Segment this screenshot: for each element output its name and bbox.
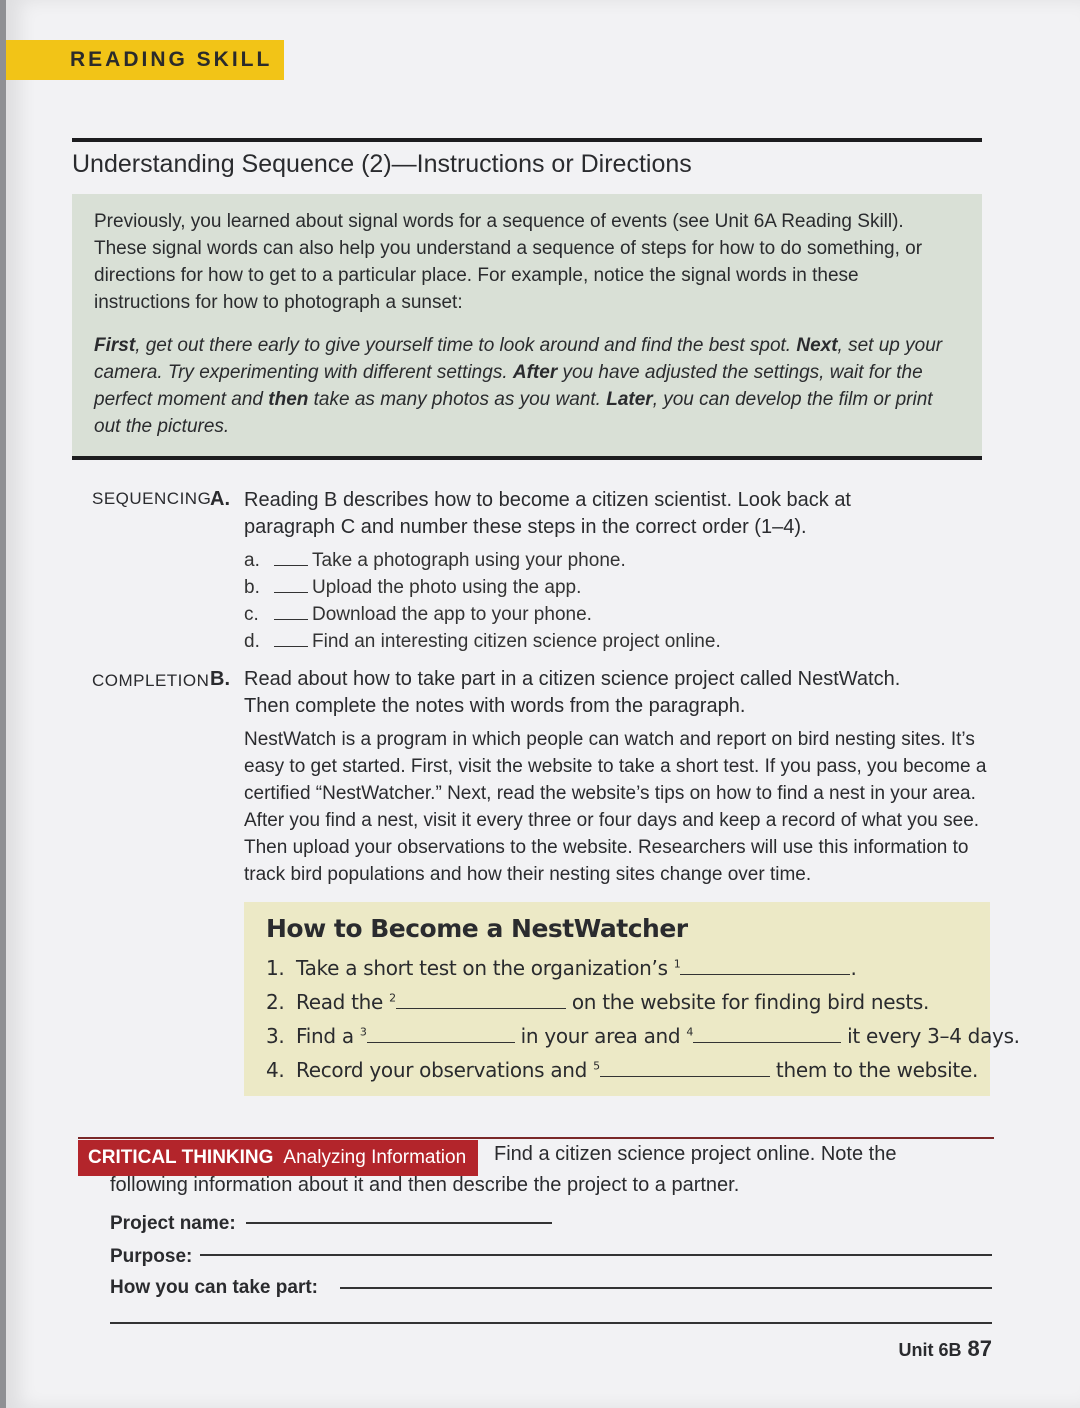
note-blank-1[interactable] [680,956,850,975]
step-c: c. Download the app to your phone. [244,604,592,625]
purpose-line[interactable] [200,1254,992,1256]
critical-thinking-text-1: Find a citizen science project online. Note the [494,1143,897,1165]
take-part-line[interactable] [340,1287,992,1289]
unit-label: Unit 6B [898,1340,962,1360]
page-footer [899,1336,992,1362]
note-line-3: 3. Find a $^3$ in your area and $^4$ it every 3–4 days. [266,1024,1020,1048]
completion-label: COMPLETION [92,671,210,690]
critical-thinking-text-2: following information about it and then describe the project to a partner. [110,1174,740,1196]
critical-thinking-badge: CRITICAL THINKING Analyzing Information [78,1140,478,1176]
reading-skill-tab: READING SKILL [6,40,284,80]
note-blank-3[interactable] [367,1024,515,1043]
note-blank-5[interactable] [600,1058,770,1077]
section-title: Understanding Sequence (2)—Instructions or Directions [72,150,692,178]
note-line-2: 2. Read the $^2$ on the website for finding bird nests. [266,990,930,1014]
answer-blank-a[interactable] [274,565,308,566]
answer-blank-d[interactable] [274,646,308,647]
exercise-b-instructions: Read about how to take part in a citizen science project called NestWatch. Then complete the notes with words from the paragraph. [244,668,901,717]
answer-blank-b[interactable] [274,592,308,593]
step-b: b. Upload the photo using the app. [244,577,582,598]
extra-answer-line[interactable] [110,1322,992,1324]
intro-paragraph: Previously, you learned about signal words for a sequence of events (see Unit 6A Reading Skill). These signal words can also help you understand a sequence of steps for how to do something, or directions for how to get to a particular place. For example, notice the signal words in these instructions for how to photograph a sunset: [94,211,923,313]
note-line-1: 1. Take a short test on the organization’s $^1$ . [266,956,857,980]
critical-thinking-rule [78,1137,994,1139]
exercise-b-letter: B. [210,668,230,690]
note-blank-2[interactable] [396,990,566,1009]
sequencing-label: SEQUENCING [92,489,212,508]
textbook-page [6,0,1080,1408]
project-name-line[interactable] [246,1222,552,1224]
note-line-4: 4. Record your observations and $^5$ them to the website. [266,1058,979,1082]
nestwatcher-notes [244,902,1020,1096]
project-name-label: Project name: [110,1213,236,1234]
top-rule [72,138,982,142]
page-number: 87 [967,1336,992,1361]
exercise-a-letter: A. [210,488,230,510]
answer-blank-c[interactable] [274,619,308,620]
purpose-label: Purpose: [110,1246,193,1267]
example-paragraph: First, get out there early to give yourself time to look around and find the best spot. Next, set up your camera. Try experimenting with different settings. After you have adjusted the settings, wait for the perfect moment and then take as many photos as you want. Later, you can develop the film or print out the pictures. [94,335,943,437]
bottom-rule [72,456,982,460]
how-to-take-part-label: How you can take part: [110,1277,318,1298]
exercise-a-instructions: Reading B describes how to become a citizen scientist. Look back at paragraph C and number these steps in the correct order (1–4). [244,489,851,538]
step-a: a. Take a photograph using your phone. [244,550,626,571]
skill-info-box [72,194,982,456]
step-d: d. Find an interesting citizen science project online. [244,631,721,652]
note-blank-4[interactable] [693,1024,841,1043]
notes-title: How to Become a NestWatcher [266,914,688,943]
nestwatch-paragraph: NestWatch is a program in which people can watch and report on bird nesting sites. It’s easy to get started. First, visit the website to take a short test. If you pass, you become a certified “NestWatcher.” Next, read the website’s tips on how to find a nest in your area. After you find a nest, visit it every three or four days and keep a record of what you see. Then upload your observations to the website. Researchers will use this information to track bird populations and how their nesting sites change over time. [244,729,987,885]
